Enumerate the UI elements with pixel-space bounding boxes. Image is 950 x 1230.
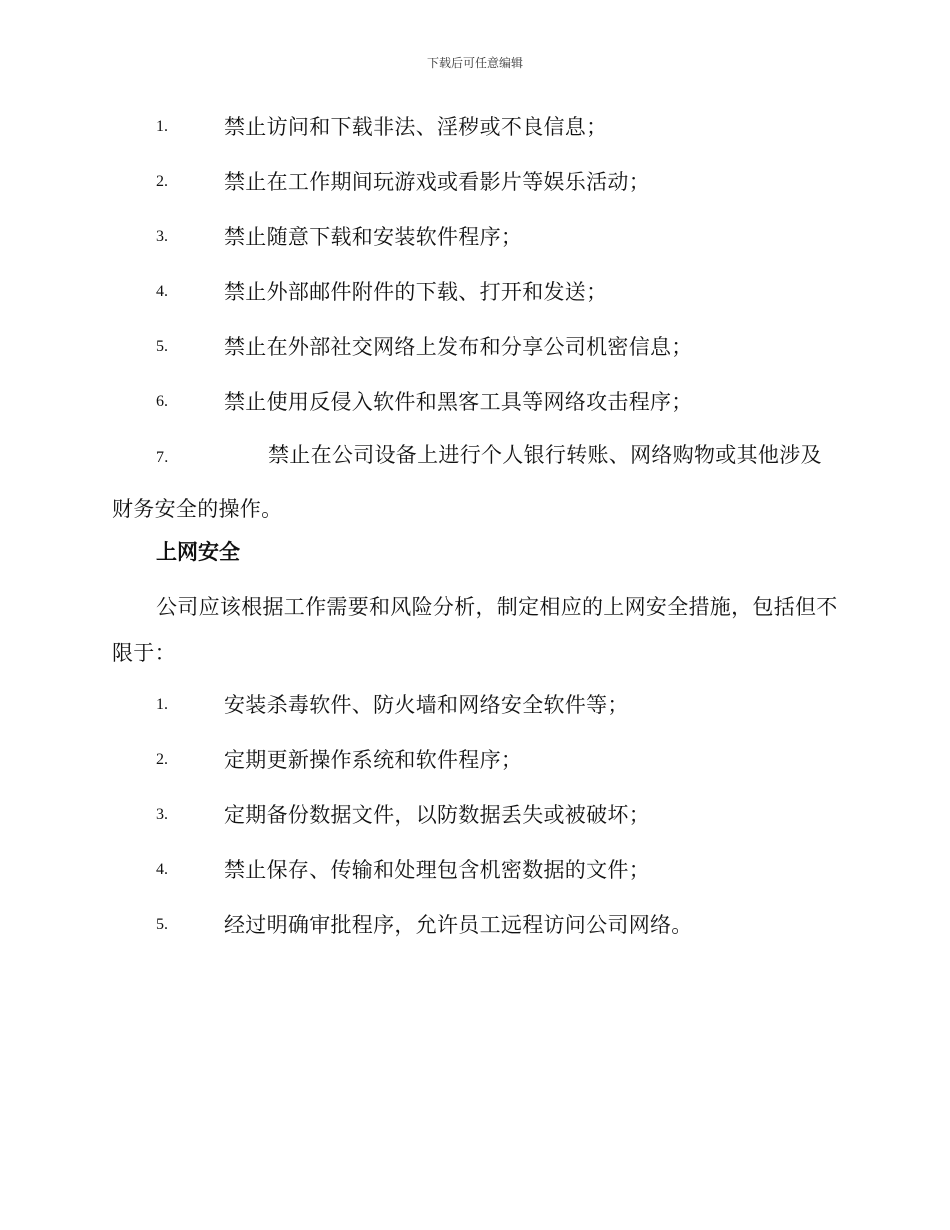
list-item-wrapped [112, 428, 842, 536]
list-number: 5. [156, 338, 168, 355]
list-item [0, 690, 950, 720]
list-text: 禁止外部邮件附件的下载、打开和发送； [224, 280, 608, 304]
list-text: 禁止保存、传输和处理包含机密数据的文件； [224, 858, 650, 882]
list-item [0, 745, 950, 775]
list-item [0, 800, 950, 830]
list-text: 安装杀毒软件、防火墙和网络安全软件等； [224, 693, 629, 717]
list-text: 禁止随意下载和安装软件程序； [224, 225, 523, 249]
list-number: 4. [156, 283, 168, 300]
list-number: 6. [156, 393, 168, 410]
list-item [0, 277, 950, 307]
list-number: 3. [156, 228, 168, 245]
list-number: 1. [156, 696, 168, 713]
list-number: 7. [156, 449, 169, 466]
list-item [0, 167, 950, 197]
list-text: 禁止访问和下载非法、淫秽或不良信息； [224, 115, 608, 139]
list-number: 2. [156, 173, 168, 190]
page-header: 下载后可任意编辑 [426, 56, 523, 70]
list-text: 定期备份数据文件，以防数据丢失或被破坏； [224, 803, 650, 827]
list-item [0, 387, 950, 417]
list-item [0, 332, 950, 362]
list-number: 4. [156, 861, 168, 878]
list-item [0, 910, 950, 940]
list-text: 禁止在工作期间玩游戏或看影片等娱乐活动； [224, 170, 650, 194]
list-text: 禁止使用反侵入软件和黑客工具等网络攻击程序； [224, 390, 693, 414]
list-number: 3. [156, 806, 168, 823]
list-text: 经过明确审批程序，允许员工远程访问公司网络。 [224, 913, 693, 937]
list-number: 5. [156, 916, 168, 933]
section-paragraph: 公司应该根据工作需要和风险分析，制定相应的上网安全措施，包括但不限于： [112, 595, 838, 665]
list-item [0, 222, 950, 252]
list-text: 定期更新操作系统和软件程序； [224, 748, 523, 772]
list-text: 禁止在外部社交网络上发布和分享公司机密信息； [224, 335, 693, 359]
list-item [0, 112, 950, 142]
list-number: 1. [156, 118, 168, 135]
list-text: 禁止在公司设备上进行个人银行转账、网络购物或其他涉及财务安全的操作。 [112, 443, 822, 521]
list-number: 2. [156, 751, 168, 768]
section-heading: 上网安全 [156, 540, 240, 564]
list-item [0, 855, 950, 885]
